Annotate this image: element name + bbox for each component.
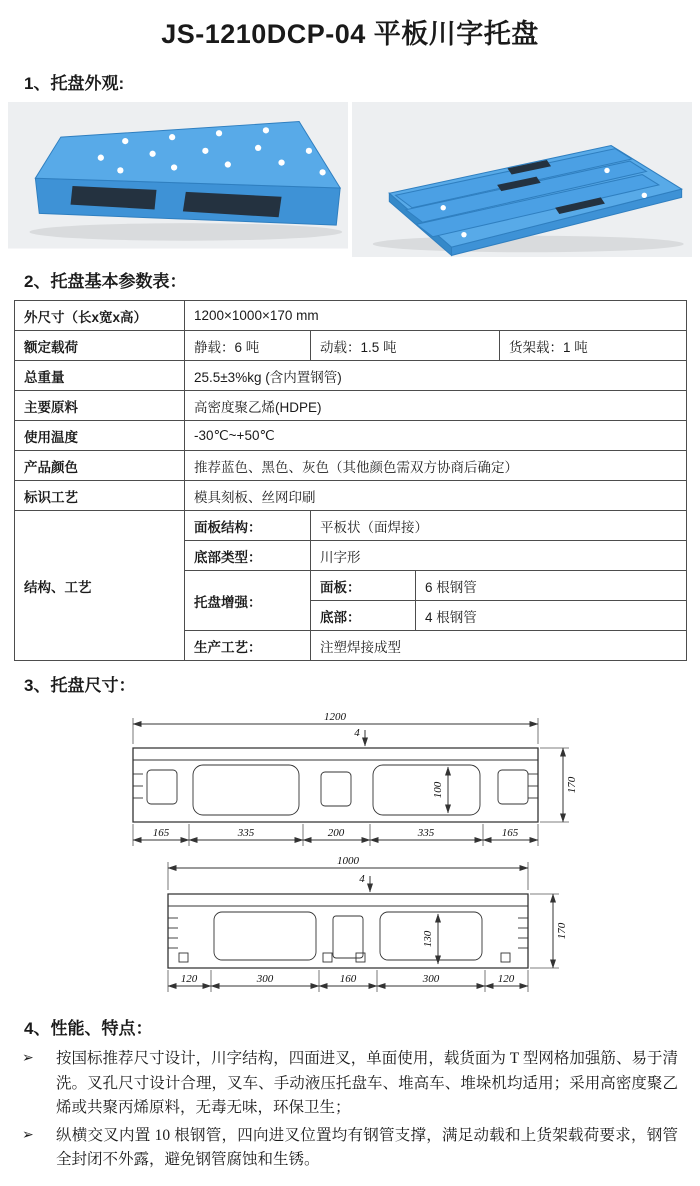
- pallet-profile-outline: [168, 894, 528, 968]
- parameter-table: [14, 300, 687, 661]
- pallet-shadow: [373, 236, 684, 253]
- marking-value: 模具刻板、丝网印刷: [185, 481, 687, 511]
- fork-pocket-left: [214, 912, 316, 960]
- table-row: [15, 361, 687, 391]
- reinforce-bottom-label: 底部：: [311, 601, 416, 631]
- pallet-top-view-image: [8, 102, 348, 249]
- dimension-drawings: [0, 704, 700, 1004]
- section1-heading: 1、托盘外观:: [24, 74, 125, 93]
- temp-label: 使用温度: [15, 421, 185, 451]
- dim-label-b1: 335: [237, 827, 255, 840]
- outer-dim-value: 1200×1000×170 mm: [185, 301, 687, 331]
- reinforce-bottom-value: 4 根钢管: [416, 601, 687, 631]
- dim-label-b2: 200: [327, 827, 345, 840]
- dim-label-total-width: 1000: [337, 855, 359, 868]
- weight-value: 25.5±3%kg (含内置钢管): [185, 361, 687, 391]
- section3-heading: 3、托盘尺寸：: [24, 676, 136, 696]
- dim-label-b3: 300: [422, 973, 440, 986]
- table-row: [15, 331, 687, 361]
- pallet-shadow: [29, 223, 342, 241]
- feature-list: [22, 1047, 678, 1171]
- bullet-arrow-icon: ➢: [22, 1127, 34, 1143]
- drawing-end-view-1000: [105, 852, 595, 1004]
- dim-label-deck: 4: [359, 873, 365, 886]
- foot-detail-squares: [179, 953, 510, 962]
- static-load-value: 静载：6 吨: [185, 331, 311, 361]
- fork-pocket-right: [373, 765, 480, 815]
- rack-load-value: 货架载：1 吨: [500, 331, 687, 361]
- table-row: [15, 451, 687, 481]
- color-label: 产品颜色: [15, 451, 185, 481]
- section2-heading: 2、托盘基本参数表：: [24, 272, 187, 292]
- panel-structure-value: 平板状（面焊接）: [311, 511, 687, 541]
- fork-pocket-left: [193, 765, 299, 815]
- drawing-side-view-1200: [105, 710, 595, 852]
- material-value: 高密度聚乙烯(HDPE): [185, 391, 687, 421]
- list-item: [22, 1047, 678, 1119]
- leg-slot-marks: [168, 918, 528, 948]
- dim-label-total-length: 1200: [324, 711, 346, 724]
- dim-label-deck: 4: [354, 727, 360, 740]
- pallet-bottom-view-image: [352, 102, 692, 257]
- dim-label-b3: 335: [417, 827, 435, 840]
- pallet-photos: [0, 102, 700, 257]
- dim-label-height: 170: [566, 777, 578, 794]
- table-row: [15, 511, 687, 541]
- bottom-type-value: 川字形: [311, 541, 687, 571]
- color-value: 推荐蓝色、黑色、灰色（其他颜色需双方协商后确定）: [185, 451, 687, 481]
- dim-label-pocket: 130: [422, 931, 434, 948]
- feature-text-1: 按国标推荐尺寸设计，川字结构，四面进叉，单面使用，载货面为 T 型网格加强筋、易于清洗。叉孔尺寸设计合理，叉车、手动液压托盘车、堆高车、堆垛机均适用；采用高密度聚乙烯或共聚丙烯原料，无毒无味，环保卫生；: [56, 1050, 678, 1116]
- weight-label: 总重量: [15, 361, 185, 391]
- pallet-profile-outline: [133, 748, 538, 822]
- panel-structure-label: 面板结构：: [185, 511, 311, 541]
- dim-label-b1: 300: [256, 973, 274, 986]
- table-row: [15, 421, 687, 451]
- reinforce-panel-label: 面板：: [311, 571, 416, 601]
- section4-heading: 4、性能、特点：: [24, 1019, 153, 1039]
- dim-label-b0: 120: [180, 973, 198, 986]
- reinforce-panel-value: 6 根钢管: [416, 571, 687, 601]
- process-value: 注塑焊接成型: [311, 631, 687, 661]
- temp-value: -30℃~+50℃: [185, 421, 687, 451]
- table-row: [15, 301, 687, 331]
- dynamic-load-value: 动载：1.5 吨: [311, 331, 500, 361]
- pallet-photo-bottom-view: [352, 102, 692, 257]
- pallet-photo-top-view: [8, 102, 348, 257]
- leg-slot-marks: [133, 774, 538, 798]
- dim-label-b4: 120: [497, 973, 515, 986]
- process-label: 生产工艺：: [185, 631, 311, 661]
- table-row: [15, 391, 687, 421]
- rated-load-label: 额定载荷: [15, 331, 185, 361]
- marking-label: 标识工艺: [15, 481, 185, 511]
- material-label: 主要原料: [15, 391, 185, 421]
- center-runner-section: [333, 916, 363, 958]
- page-title: JS-1210DCP-04 平板川字托盘: [161, 19, 539, 49]
- feature-text-2: 纵横交叉内置 10 根钢管，四向进叉位置均有钢管支撑，满足动载和上货架载荷要求，钢管全封闭不外露，避免钢管腐蚀和生锈。: [56, 1126, 678, 1168]
- bottom-type-label: 底部类型：: [185, 541, 311, 571]
- dim-label-pocket: 100: [432, 782, 444, 799]
- list-item: [22, 1124, 678, 1172]
- bullet-arrow-icon: ➢: [22, 1051, 34, 1067]
- table-row: [15, 481, 687, 511]
- dim-label-b0: 165: [152, 827, 170, 840]
- outer-dim-label: 外尺寸（长x宽x高）: [15, 301, 185, 331]
- dim-label-height: 170: [556, 923, 568, 940]
- reinforce-label: 托盘增强：: [185, 571, 311, 631]
- dim-label-b2: 160: [339, 973, 357, 986]
- dim-label-b4: 165: [501, 827, 519, 840]
- structure-label: 结构、工艺: [15, 511, 185, 661]
